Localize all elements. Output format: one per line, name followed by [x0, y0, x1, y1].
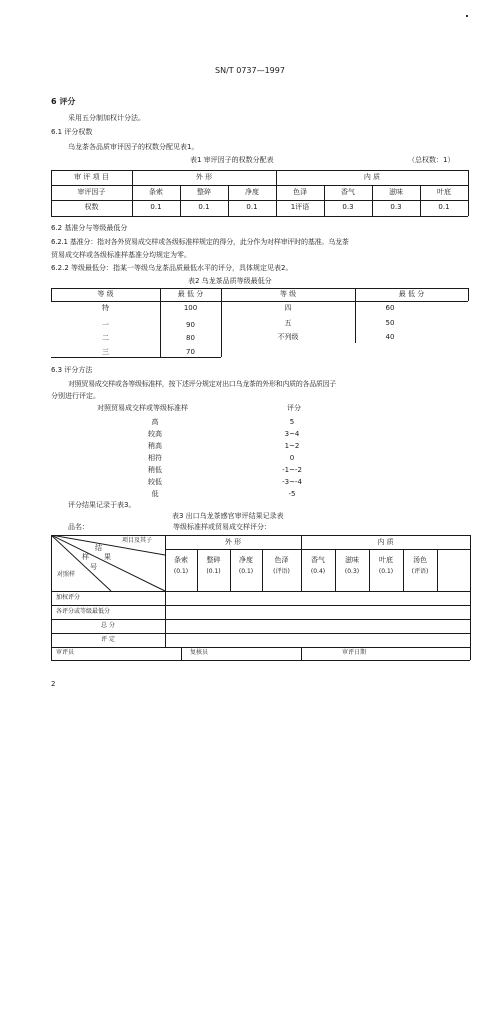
scale-label: 较低 — [148, 478, 162, 486]
table-1-header-outer: 外 形 — [195, 173, 213, 181]
table-1-factor: 叶底 — [437, 188, 451, 196]
table-1-weight: 1评语 — [290, 203, 310, 211]
table-1-weight: 0.3 — [390, 203, 402, 211]
section-6-2-1-text: 6.2.1 基准分：指对各外贸易成交样或各级标准样规定的得分，此分作为对样审评时的基准。乌龙茶 — [51, 238, 349, 246]
table-3-col-name: 条索 — [174, 556, 188, 564]
table-2-grade-right: 五 — [284, 319, 292, 327]
table-2-grade: 特 — [102, 304, 109, 312]
table-3-diag-left: 样 — [82, 553, 89, 561]
scale-score: -5 — [288, 490, 296, 498]
table-3-diag-left2: 号 — [90, 563, 97, 571]
table-3-col-weight: (0.4) — [310, 568, 326, 575]
table-1-note: （总权数：1） — [408, 156, 455, 164]
table-2-score: 70 — [186, 348, 195, 356]
table-3-row-label: 评 定 — [101, 636, 115, 643]
table-3-col-weight: (0.1) — [378, 568, 394, 575]
table-3-signature-checker: 复核员 — [190, 649, 209, 656]
table-2-score-right: 50 — [385, 319, 395, 327]
table-1-factor: 滋味 — [389, 188, 403, 196]
table-3-signature-date: 审评日期 — [342, 649, 367, 656]
table-3-col-weight: (评语) — [273, 568, 290, 575]
scale-label: 高 — [151, 418, 159, 426]
scale-label: 稍高 — [148, 442, 162, 450]
table-2-grade-right: 四 — [284, 304, 292, 312]
table-2-grade-right: 不列级 — [277, 333, 299, 341]
table-2-score: 90 — [186, 321, 195, 329]
table-1-factor: 香气 — [341, 188, 355, 196]
section-6-3-text: 对照贸易成交样或各等级标准样，按下述评分规定对出口乌龙茶的外形和内质的各品质因子 — [68, 380, 336, 388]
section-6-title: 6 评分 — [51, 97, 76, 106]
scale-score: 0 — [289, 454, 295, 462]
table-1-factor: 条索 — [149, 188, 163, 196]
table-2-caption: 表2 乌龙茶品质等级最低分 — [188, 277, 272, 285]
table-1-weight: 0.1 — [198, 203, 210, 211]
table-3-diag-bottom: 对照样 — [57, 571, 76, 578]
table-3-col-weight: (0.3) — [344, 568, 360, 575]
table-3-col-name: 净度 — [239, 556, 253, 564]
table-3-standard-score: 等级标准样或贸易成交样评分： — [173, 523, 271, 531]
table-3-col-weight: (0.1) — [173, 568, 189, 575]
scale-score: -1~-2 — [282, 466, 302, 474]
scale-label: 相符 — [148, 454, 162, 462]
table-3-header-outer: 外 形 — [224, 538, 242, 546]
scale-header-left: 对照贸易成交样或等级标准样 — [97, 404, 188, 412]
table-1-weight: 0.1 — [438, 203, 450, 211]
table-1-factor: 整碎 — [197, 188, 211, 196]
section-6-3-title: 6.3 评分方法 — [51, 366, 93, 374]
scale-label: 低 — [151, 490, 159, 498]
table-3-col-name: 汤色 — [413, 556, 427, 564]
table-1-weight: 0.3 — [342, 203, 354, 211]
table-3-col-name: 香气 — [311, 556, 325, 564]
table-3-col-name: 叶底 — [379, 556, 393, 564]
table-3-row-label: 总 分 — [101, 622, 115, 629]
table-1-header-inner: 内 质 — [363, 173, 381, 181]
scale-score: 3~4 — [284, 430, 300, 438]
section-6-2-1-text-cont: 贸易成交样或各级标准样基准分均规定为零。 — [51, 251, 191, 259]
scale-score: -3~-4 — [282, 478, 302, 486]
scale-score: 1~2 — [284, 442, 300, 450]
table-2-grade: 二 — [102, 334, 109, 342]
table-3-col-weight: (0.1) — [238, 568, 254, 575]
table-3-product-name: 品名： — [68, 523, 89, 531]
section-6-1-text: 乌龙茶各品质审评因子的权数分配见表1。 — [68, 143, 199, 151]
scale-label: 稍低 — [148, 466, 162, 474]
table-1-header-item: 审 评 项 目 — [74, 173, 109, 181]
table-2-score-right: 40 — [385, 333, 395, 341]
scan-speck — [466, 15, 468, 17]
table-2-score-right: 60 — [385, 304, 395, 312]
table-1-caption: 表1 审评因子的权数分配表 — [190, 156, 274, 164]
table-1-weight: 0.1 — [246, 203, 258, 211]
table-3-diag-mid1: 结 — [95, 544, 102, 552]
scale-header-right: 评分 — [287, 404, 301, 412]
table-3-signature-reviewer: 审评员 — [56, 649, 75, 656]
table-2-header-grade-right: 等 级 — [279, 290, 297, 298]
record-note: 评分结果记录于表3。 — [68, 501, 136, 509]
table-1-factor: 色泽 — [293, 188, 307, 196]
section-6-2-title: 6.2 基准分与等级最低分 — [51, 224, 128, 232]
table-2-grade: 三 — [102, 348, 109, 356]
section-6-intro: 采用五分制加权计分法。 — [68, 114, 145, 122]
page-number: 2 — [51, 680, 56, 688]
section-6-2-2-text: 6.2.2 等级最低分：指某一等级乌龙茶品质最低水平的评分，具体规定见表2。 — [51, 264, 293, 272]
table-3-col-name: 滋味 — [345, 556, 359, 564]
table-2-header-min-right: 最 低 分 — [398, 290, 425, 298]
table-1-row-factor-label: 审评因子 — [77, 188, 106, 196]
scale-score: 5 — [289, 418, 295, 426]
table-3-header-inner: 内 质 — [377, 538, 394, 546]
table-2-score: 80 — [186, 334, 195, 342]
table-1-weight: 0.1 — [150, 203, 162, 211]
scale-label: 较高 — [148, 430, 162, 438]
table-2-score: 100 — [183, 304, 198, 312]
table-3-caption: 表3 出口乌龙茶感官审评结果记录表 — [172, 512, 284, 520]
table-2-grade: 一 — [102, 321, 109, 329]
table-3-col-weight: (0.1) — [206, 568, 221, 575]
table-3-col-name: 整碎 — [206, 556, 221, 564]
table-2-header-min: 最 低 分 — [177, 290, 204, 298]
section-6-3-text-cont: 分别进行评定。 — [51, 392, 100, 400]
table-3-diag-top: 项目及其子 — [122, 537, 153, 544]
table-3-diag-mid2: 果 — [104, 553, 111, 561]
table-1-factor: 净度 — [245, 188, 259, 196]
table-3-col-name: 色泽 — [274, 556, 289, 564]
table-3-col-weight: (评语) — [411, 568, 429, 575]
table-2-header-grade: 等 级 — [97, 290, 114, 298]
doc-code: SN/T 0737—1997 — [215, 66, 285, 75]
table-3-row-label: 各评分或等级最低分 — [56, 608, 111, 615]
section-6-1-title: 6.1 评分权数 — [51, 128, 93, 136]
table-1-row-weight-label: 权数 — [84, 203, 99, 211]
table-3-row-label: 加权评分 — [56, 594, 81, 601]
